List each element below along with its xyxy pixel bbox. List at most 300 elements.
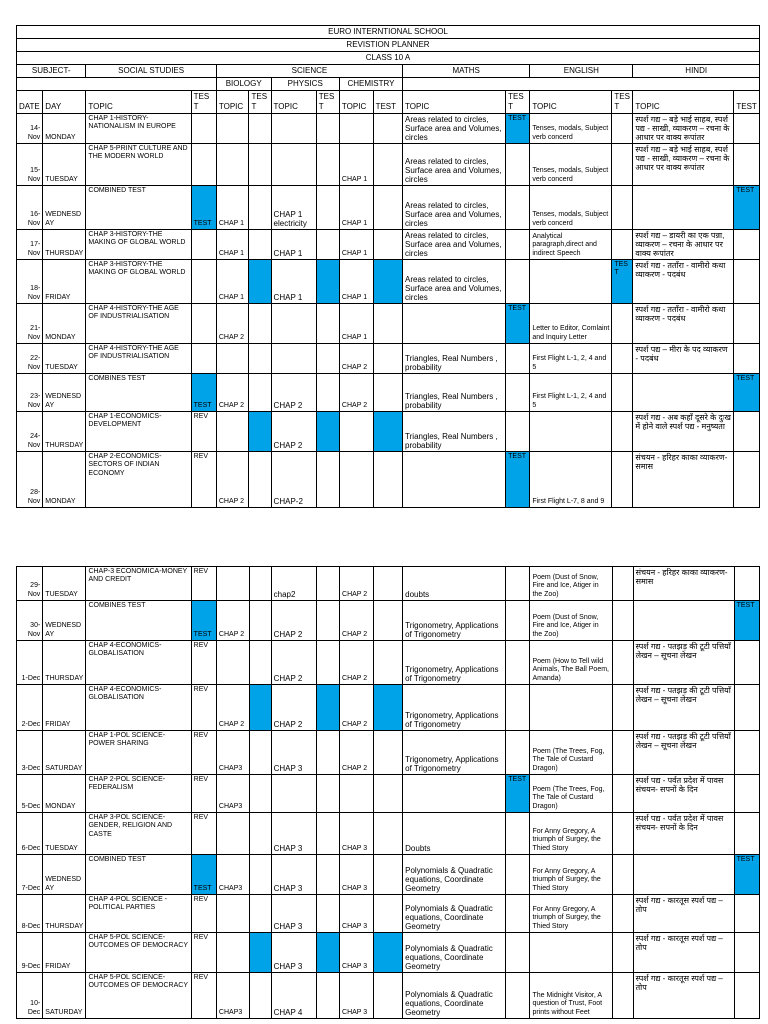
col-phy-topic: TOPIC: [271, 91, 316, 114]
cell-eng-topic: Poem (How to Tell wild Animals, The Ball Poem, Amanda): [530, 641, 612, 685]
cell-date: 30-Nov: [17, 601, 43, 641]
cell-day: THURSDAY: [43, 895, 86, 933]
table-row: [17, 412, 760, 452]
cell-day: MONDAY: [43, 114, 86, 144]
planner-table-page-1: [16, 25, 760, 508]
cell-hin-test: [734, 813, 759, 855]
cell-eng-test: TEST: [612, 260, 633, 304]
cell-ss-test: REV: [191, 775, 216, 813]
cell-phy-topic: CHAP 3: [271, 731, 316, 775]
cell-hin-test: [734, 452, 760, 508]
cell-hin-topic: स्पर्श पद्य – मीरा के पद व्याकरण - पदबंध: [633, 344, 734, 374]
cell-hin-test: [734, 567, 759, 601]
cell-day: WEDNESDAY: [43, 374, 86, 412]
cell-phy-test: [316, 374, 339, 412]
cell-ss-topic: CHAP 1-ECONOMICS-DEVELOPMENT: [86, 412, 191, 452]
col-eng-test: TEST: [612, 91, 633, 114]
cell-bio-test: [249, 641, 271, 685]
col-ss-topic: TOPIC: [86, 91, 191, 114]
subject-english: ENGLISH: [530, 65, 633, 78]
cell-ss-topic: CHAP 1-POL SCIENCE-POWER SHARING: [86, 731, 191, 775]
cell-maths-test: [506, 144, 530, 186]
cell-phy-test: [316, 641, 339, 685]
cell-eng-test: [612, 731, 633, 775]
cell-hin-test: TEST: [734, 186, 760, 230]
cell-phy-test: [316, 114, 339, 144]
school-name: EURO INTERNTIONAL SCHOOL: [17, 26, 760, 39]
cell-day: THURSDAY: [43, 412, 86, 452]
table-row: [17, 304, 760, 344]
cell-hin-test: [734, 144, 760, 186]
cell-eng-test: [612, 895, 633, 933]
cell-eng-topic: [530, 412, 612, 452]
cell-bio-topic: [216, 813, 249, 855]
cell-bio-topic: CHAP 2: [216, 685, 249, 731]
cell-date: 1-Dec: [17, 641, 43, 685]
cell-ss-test: REV: [191, 641, 216, 685]
col-bio-test: TEST: [249, 91, 271, 114]
cell-phy-topic: CHAP 2: [271, 601, 316, 641]
cell-chem-topic: [339, 114, 373, 144]
cell-chem-test: [373, 933, 402, 973]
cell-day: TUESDAY: [43, 567, 86, 601]
cell-chem-topic: CHAP 1: [339, 260, 373, 304]
cell-phy-test: [316, 813, 339, 855]
cell-maths-test: [506, 641, 530, 685]
cell-day: SATURDAY: [43, 973, 86, 1019]
cell-bio-topic: [216, 641, 249, 685]
cell-hin-test: [734, 895, 759, 933]
cell-maths-test: TEST: [506, 775, 530, 813]
table-row: [17, 855, 760, 895]
cell-bio-topic: CHAP3: [216, 973, 249, 1019]
cell-hin-topic: स्पर्श गद्य – बड़े भाई साहब, स्पर्श पद्य - साखी, व्याकरण – रचना के आधार पर वाक्य रूपांतर: [633, 144, 734, 186]
cell-eng-test: [612, 601, 633, 641]
cell-bio-test: [249, 186, 271, 230]
cell-phy-topic: CHAP 3: [271, 933, 316, 973]
cell-ss-topic: CHAP 5-PRINT CULTURE AND THE MODERN WORLD: [86, 144, 191, 186]
cell-bio-topic: [216, 144, 249, 186]
cell-date: 15-Nov: [17, 144, 43, 186]
cell-hin-test: [734, 685, 759, 731]
cell-maths-test: [506, 601, 530, 641]
cell-phy-test: [316, 144, 339, 186]
cell-eng-test: [612, 973, 633, 1019]
cell-chem-topic: [339, 412, 373, 452]
column-header-row: [17, 91, 760, 114]
cell-chem-topic: CHAP 2: [340, 567, 374, 601]
cell-ss-test: [191, 144, 216, 186]
cell-chem-topic: CHAP 1: [339, 230, 373, 260]
col-maths-test: TEST: [506, 91, 530, 114]
cell-eng-test: [612, 114, 633, 144]
cell-date: 17-Nov: [17, 230, 43, 260]
cell-date: 2-Dec: [17, 685, 43, 731]
cell-chem-topic: CHAP 3: [340, 973, 374, 1019]
cell-ss-topic: CHAP 5-POL SCIENCE-OUTCOMES OF DEMOCRACY: [86, 933, 191, 973]
cell-chem-test: [373, 973, 402, 1019]
cell-phy-test: [316, 344, 339, 374]
cell-ss-topic: CHAP 3-HISTORY-THE MAKING OF GLOBAL WORLD: [86, 230, 191, 260]
cell-phy-test: [316, 260, 339, 304]
cell-eng-topic: First Flight L-1, 2, 4 and 5: [530, 344, 612, 374]
cell-bio-topic: CHAP 1: [216, 230, 249, 260]
cell-hin-test: [734, 641, 759, 685]
cell-bio-test: [249, 813, 271, 855]
cell-chem-test: [373, 452, 402, 508]
cell-date: 21-Nov: [17, 304, 43, 344]
cell-bio-topic: CHAP 2: [216, 601, 249, 641]
cell-maths-topic: doubts: [403, 567, 506, 601]
cell-eng-topic: Analytical paragraph,direct and indirect Speech: [530, 230, 612, 260]
cell-maths-test: [506, 855, 530, 895]
cell-bio-test: [249, 775, 271, 813]
cell-phy-test: [316, 567, 339, 601]
cell-bio-topic: CHAP 1: [216, 186, 249, 230]
cell-ss-test: [191, 230, 216, 260]
table-row: [17, 260, 760, 304]
cell-phy-topic: CHAP 1: [271, 260, 316, 304]
cell-hin-test: [734, 775, 759, 813]
cell-bio-test: [249, 601, 271, 641]
cell-maths-test: TEST: [506, 304, 530, 344]
cell-phy-test: [316, 230, 339, 260]
cell-phy-test: [316, 855, 339, 895]
cell-chem-test: [373, 731, 402, 775]
cell-hin-topic: स्पर्श पद्य - पर्वत प्रदेश में पावस संचयन- सपनों के दिन: [633, 775, 734, 813]
cell-day: MONDAY: [43, 775, 86, 813]
cell-hin-topic: संचयन - हरिहर काका व्याकरण- समास: [633, 452, 734, 508]
cell-hin-test: [734, 412, 760, 452]
table-row: [17, 452, 760, 508]
cell-chem-topic: CHAP 2: [340, 685, 374, 731]
cell-ss-test: REV: [191, 452, 216, 508]
cell-phy-topic: CHAP 2: [271, 412, 316, 452]
cell-day: FRIDAY: [43, 685, 86, 731]
cell-maths-topic: Areas related to circles, Surface area and Volumes, circles: [403, 114, 506, 144]
cell-day: SATURDAY: [43, 731, 86, 775]
cell-ss-topic: COMBINES TEST: [86, 601, 191, 641]
cell-maths-test: [506, 813, 530, 855]
cell-chem-test: [373, 230, 402, 260]
cell-maths-test: [506, 973, 530, 1019]
cell-chem-topic: CHAP 1: [339, 144, 373, 186]
cell-hin-topic: [633, 601, 734, 641]
cell-phy-test: [316, 895, 339, 933]
cell-chem-test: [373, 186, 402, 230]
cell-maths-test: [506, 344, 530, 374]
cell-phy-test: [316, 933, 339, 973]
table-row: [17, 973, 760, 1019]
cell-eng-test: [612, 452, 633, 508]
subject-maths: MATHS: [403, 65, 530, 78]
cell-ss-test: [191, 260, 216, 304]
cell-chem-test: [373, 601, 402, 641]
cell-eng-test: [612, 855, 633, 895]
cell-phy-topic: CHAP-2: [271, 452, 316, 508]
cell-ss-test: REV: [191, 895, 216, 933]
cell-ss-topic: COMBINED TEST: [86, 186, 191, 230]
cell-bio-topic: CHAP 2: [216, 304, 249, 344]
cell-hin-test: [734, 230, 760, 260]
table-row: [17, 601, 760, 641]
cell-phy-topic: [271, 344, 316, 374]
table-row: [17, 230, 760, 260]
cell-eng-test: [612, 412, 633, 452]
cell-chem-test: [373, 685, 402, 731]
cell-phy-topic: CHAP 1 electricity: [271, 186, 316, 230]
subject-chemistry: CHEMISTRY: [339, 78, 402, 91]
cell-date: 5-Dec: [17, 775, 43, 813]
table-row: [17, 374, 760, 412]
table-row: [17, 685, 760, 731]
cell-ss-test: REV: [191, 813, 216, 855]
cell-bio-test: [249, 260, 271, 304]
cell-eng-topic: Poem (Dust of Snow, Fire and Ice, Atiger in the Zoo): [530, 567, 612, 601]
cell-chem-topic: CHAP 3: [340, 895, 374, 933]
cell-ss-test: TEST: [191, 186, 216, 230]
cell-eng-topic: [530, 260, 612, 304]
cell-phy-test: [316, 304, 339, 344]
cell-hin-test: [734, 973, 759, 1019]
cell-bio-test: [249, 230, 271, 260]
cell-ss-test: TEST: [191, 601, 216, 641]
cell-bio-test: [249, 973, 271, 1019]
cell-eng-topic: First Flight L-7, 8 and 9: [530, 452, 612, 508]
cell-hin-test: [734, 304, 760, 344]
cell-chem-test: [373, 114, 402, 144]
cell-eng-test: [612, 641, 633, 685]
cell-bio-test: [249, 685, 271, 731]
table-row: [17, 731, 760, 775]
cell-maths-topic: Polynomials & Quadratic equations, Coordinate Geometry: [403, 855, 506, 895]
cell-phy-topic: [271, 114, 316, 144]
cell-maths-test: [506, 895, 530, 933]
cell-chem-test: [373, 374, 402, 412]
subject-science: SCIENCE: [216, 65, 402, 78]
cell-bio-topic: CHAP3: [216, 855, 249, 895]
cell-maths-test: [506, 933, 530, 973]
cell-hin-topic: स्पर्श गद्य – डायरी का एक पन्ना, व्याकरण – रचना के आधार पर वाक्य रूपांतर: [633, 230, 734, 260]
cell-hin-topic: स्पर्श गद्य - कारतूस स्पर्श पद्य – तोप: [633, 973, 734, 1019]
cell-chem-topic: CHAP 1: [339, 186, 373, 230]
col-bio-topic: TOPIC: [216, 91, 249, 114]
cell-maths-topic: Polynomials & Quadratic equations, Coordinate Geometry: [403, 933, 506, 973]
cell-bio-test: [249, 144, 271, 186]
col-hin-topic: TOPIC: [633, 91, 734, 114]
cell-bio-topic: CHAP3: [216, 775, 249, 813]
col-hin-test: TEST: [734, 91, 760, 114]
col-ss-test: TEST: [191, 91, 216, 114]
cell-hin-topic: स्पर्श गद्य - पतझड़ की टूटी पत्तियाँ लेखन – सूचना लेखन: [633, 731, 734, 775]
cell-chem-test: [373, 641, 402, 685]
cell-eng-topic: For Anny Gregory, A triumph of Surgey, the Thied Story: [530, 895, 612, 933]
cell-hin-test: [734, 933, 759, 973]
cell-chem-topic: [340, 775, 374, 813]
cell-day: MONDAY: [43, 304, 86, 344]
cell-bio-test: [249, 344, 271, 374]
cell-chem-test: [373, 855, 402, 895]
cell-hin-topic: संचयन - हरिहर काका व्याकरण- समास: [633, 567, 734, 601]
table-row: [17, 641, 760, 685]
subject-hindi: HINDI: [633, 65, 760, 78]
col-eng-topic: TOPIC: [530, 91, 612, 114]
cell-eng-test: [612, 144, 633, 186]
cell-hin-topic: [633, 374, 734, 412]
cell-phy-topic: CHAP 3: [271, 895, 316, 933]
cell-maths-topic: Polynomials & Quadratic equations, Coordinate Geometry: [403, 895, 506, 933]
cell-ss-test: REV: [191, 685, 216, 731]
cell-chem-topic: CHAP 2: [340, 731, 374, 775]
col-maths-topic: TOPIC: [403, 91, 506, 114]
cell-eng-test: [612, 567, 633, 601]
subject-social-studies: SOCIAL STUDIES: [86, 65, 216, 78]
cell-bio-test: [249, 304, 271, 344]
cell-eng-test: [612, 813, 633, 855]
cell-chem-topic: CHAP 3: [340, 933, 374, 973]
cell-bio-topic: CHAP 1: [216, 260, 249, 304]
cell-chem-test: [373, 895, 402, 933]
cell-hin-test: TEST: [734, 855, 759, 895]
table-row: [17, 144, 760, 186]
cell-maths-topic: Trigonometry, Applications of Trigonometry: [403, 601, 506, 641]
cell-bio-topic: [216, 344, 249, 374]
cell-maths-test: [506, 567, 530, 601]
cell-ss-test: [191, 344, 216, 374]
cell-day: THURSDAY: [43, 641, 86, 685]
cell-hin-topic: स्पर्श गद्य - तताँरा - वामीरो कथा व्याकरण - पदबंध: [633, 260, 734, 304]
cell-hin-topic: स्पर्श गद्य – बड़े भाई साहब, स्पर्श पद्य - साखी, व्याकरण – रचना के आधार पर वाक्य रूपांतर: [633, 114, 734, 144]
planner-title: REVISTION PLANNER: [17, 39, 760, 52]
cell-maths-topic: Doubts: [403, 813, 506, 855]
cell-hin-topic: स्पर्श गद्य - कारतूस स्पर्श पद्य – तोप: [633, 933, 734, 973]
cell-day: FRIDAY: [43, 933, 86, 973]
cell-bio-test: [249, 452, 271, 508]
cell-eng-topic: The Midnight Visitor, A question of Trust, Foot prints without Feet: [530, 973, 612, 1019]
cell-bio-test: [249, 855, 271, 895]
cell-chem-topic: CHAP 1: [339, 304, 373, 344]
cell-maths-topic: Areas related to circles, Surface area and Volumes, circles: [403, 144, 506, 186]
cell-bio-topic: CHAP3: [216, 731, 249, 775]
cell-ss-topic: CHAP 4-ECONOMICS-GLOBALISATION: [86, 641, 191, 685]
cell-hin-test: [734, 731, 759, 775]
cell-eng-topic: For Anny Gregory, A triumph of Surgey, the Thied Story: [530, 813, 612, 855]
cell-hin-topic: स्पर्श गद्य - पतझड़ की टूटी पत्तियाँ लेखन – सूचना लेखन: [633, 685, 734, 731]
cell-bio-test: [249, 374, 271, 412]
cell-eng-test: [612, 344, 633, 374]
cell-maths-test: TEST: [506, 452, 530, 508]
cell-bio-topic: [216, 895, 249, 933]
cell-ss-topic: CHAP 4-HISTORY-THE AGE OF INDUSTRIALISATION: [86, 344, 191, 374]
cell-date: 7-Dec: [17, 855, 43, 895]
cell-eng-topic: [530, 685, 612, 731]
cell-chem-topic: [339, 452, 373, 508]
cell-hin-topic: [633, 855, 734, 895]
cell-maths-topic: [403, 304, 506, 344]
cell-hin-test: [734, 114, 760, 144]
class-name: CLASS 10 A: [17, 52, 760, 65]
cell-phy-topic: CHAP 2: [271, 685, 316, 731]
cell-chem-topic: CHAP 2: [340, 641, 374, 685]
cell-hin-topic: स्पर्श गद्य - पतझड़ की टूटी पत्तियाँ लेखन – सूचना लेखन: [633, 641, 734, 685]
cell-maths-topic: Trigonometry, Applications of Trigonometry: [403, 731, 506, 775]
cell-hin-test: TEST: [734, 601, 759, 641]
cell-hin-topic: [633, 186, 734, 230]
cell-phy-test: [316, 731, 339, 775]
cell-maths-topic: Triangles, Real Numbers , probability: [403, 374, 506, 412]
cell-maths-test: [506, 685, 530, 731]
cell-eng-topic: For Anny Gregory, A triumph of Surgey, the Thied Story: [530, 855, 612, 895]
cell-day: WEDNESDAY: [43, 601, 86, 641]
cell-maths-test: [506, 412, 530, 452]
cell-day: TUESDAY: [43, 813, 86, 855]
cell-ss-topic: CHAP 4-ECONOMICS-GLOBALISATION: [86, 685, 191, 731]
cell-hin-topic: स्पर्श पद्य - पर्वत प्रदेश में पावस संचयन- सपनों के दिन: [633, 813, 734, 855]
cell-eng-test: [612, 374, 633, 412]
cell-eng-topic: First Flight L-1, 2, 4 and 5: [530, 374, 612, 412]
cell-bio-topic: [216, 114, 249, 144]
cell-eng-test: [612, 230, 633, 260]
table-row: [17, 813, 760, 855]
cell-date: 3-Dec: [17, 731, 43, 775]
cell-ss-test: REV: [191, 973, 216, 1019]
cell-bio-test: [249, 412, 271, 452]
cell-date: 16-Nov: [17, 186, 43, 230]
cell-phy-test: [316, 452, 339, 508]
cell-phy-topic: [271, 304, 316, 344]
cell-eng-test: [612, 933, 633, 973]
cell-chem-test: [373, 775, 402, 813]
cell-chem-test: [373, 813, 402, 855]
cell-bio-test: [249, 731, 271, 775]
cell-hin-topic: स्पर्श गद्य - कारतूस स्पर्श पद्य – तोप: [633, 895, 734, 933]
cell-maths-topic: Polynomials & Quadratic equations, Coordinate Geometry: [403, 973, 506, 1019]
cell-chem-topic: CHAP 3: [340, 813, 374, 855]
cell-maths-topic: Triangles, Real Numbers , probability: [403, 412, 506, 452]
cell-ss-test: REV: [191, 933, 216, 973]
cell-ss-topic: CHAP 3-POL SCIENCE-GENDER, RELIGION AND CASTE: [86, 813, 191, 855]
cell-phy-topic: CHAP 2: [271, 641, 316, 685]
table-row: [17, 186, 760, 230]
cell-hin-test: [734, 344, 760, 374]
cell-chem-test: [373, 144, 402, 186]
cell-ss-test: REV: [191, 567, 216, 601]
cell-maths-topic: Trigonometry, Applications of Trigonometry: [403, 641, 506, 685]
col-day: DAY: [43, 91, 86, 114]
cell-date: 10-Dec: [17, 973, 43, 1019]
cell-maths-test: TEST: [506, 114, 530, 144]
cell-phy-topic: CHAP 3: [271, 855, 316, 895]
cell-chem-test: [373, 344, 402, 374]
cell-phy-topic: CHAP 2: [271, 374, 316, 412]
cell-bio-topic: CHAP 2: [216, 374, 249, 412]
cell-date: 6-Dec: [17, 813, 43, 855]
cell-chem-topic: CHAP 2: [339, 374, 373, 412]
cell-eng-test: [612, 304, 633, 344]
col-chem-test: TEST: [373, 91, 402, 114]
cell-bio-test: [249, 933, 271, 973]
cell-maths-test: [506, 731, 530, 775]
cell-bio-topic: [216, 567, 249, 601]
cell-phy-topic: [271, 775, 316, 813]
cell-phy-topic: CHAP 3: [271, 813, 316, 855]
cell-bio-topic: [216, 933, 249, 973]
cell-chem-test: [373, 260, 402, 304]
cell-phy-test: [316, 412, 339, 452]
table-body-page-2: [17, 567, 760, 1019]
cell-maths-topic: Areas related to circles, Surface area and Volumes, circles: [403, 186, 506, 230]
subject-physics: PHYSICS: [271, 78, 339, 91]
